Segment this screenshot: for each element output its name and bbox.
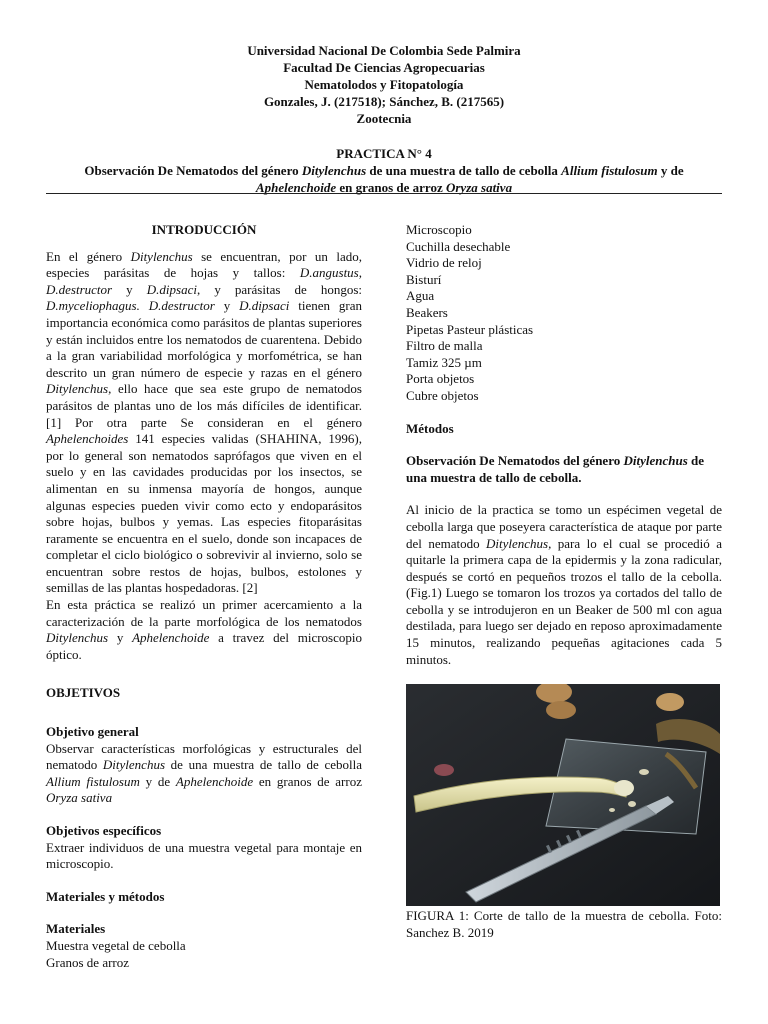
text-run: ,	[358, 265, 362, 281]
right-column	[406, 222, 722, 941]
text-run: y	[112, 281, 147, 297]
materiales-heading: Materiales	[46, 921, 106, 937]
text-run: de una muestra de tallo de cebolla	[165, 757, 362, 773]
text-run: y	[214, 298, 240, 314]
list-item: Filtro de malla	[406, 338, 483, 354]
text-run: , y parásitas de hongos:	[196, 281, 363, 297]
paper-title: Observación De Nematodos del género Ditylenchus de una muestra de tallo de cebolla Allium fistulosum y de Aphelenchoide en granos de arroz Oryza sativa	[84, 163, 684, 195]
italic-term: D.dipsaci	[239, 298, 290, 314]
italic-term: Ditylenchus	[102, 757, 166, 773]
italic-term: Oryza sativa	[46, 790, 113, 806]
italic-term: Ditylenchus,	[486, 535, 552, 551]
italic-term: D.dipsaci	[146, 281, 197, 297]
intro-paragraph-1	[46, 249, 362, 597]
list-item: Muestra vegetal de cebolla	[46, 937, 186, 953]
list-item: Cubre objetos	[406, 387, 479, 403]
intro-paragraph-2	[46, 597, 362, 663]
metodos-paragraph	[406, 502, 722, 668]
metodos-heading: Métodos	[406, 420, 454, 436]
italic-term: Ditylenchus	[46, 630, 109, 646]
objetivos-heading: OBJETIVOS	[46, 685, 121, 701]
left-column	[46, 222, 362, 971]
program-name: Zootecnia	[356, 111, 412, 126]
figure-1-photo	[406, 684, 720, 906]
italic-term: Allium fistulosum	[46, 773, 140, 789]
university-name: Universidad Nacional De Colombia Sede Palmira	[247, 43, 521, 58]
italic-term: D.destructor	[46, 281, 113, 297]
text-run: En el género	[46, 248, 131, 264]
authors: Gonzales, J. (217518); Sánchez, B. (217565)	[263, 94, 505, 109]
practice-number: PRACTICA N° 4	[336, 146, 432, 161]
text-run: , ello hace que sea este grupo de nematodos parásitos de plantas uno de los más difíciles de identificar.[1] Por otra parte Se consideran en el género	[46, 381, 362, 430]
list-item: Porta objetos	[406, 371, 475, 387]
text-run: En esta práctica se realizó un primer acercamiento a la caracterización de la parte morfológica de los nematodos	[46, 597, 362, 629]
figure-1-caption: FIGURA 1: Corte de tallo de la muestra de cebolla. Foto: Sanchez B. 2019	[406, 908, 722, 940]
text-run: Al inicio de la practica se tomo un espécimen vegetal de cebolla larga que poseyera característica de ataque por parte del nematodo	[406, 502, 722, 551]
faculty-name: Facultad De Ciencias Agropecuarias	[283, 60, 485, 75]
materials-list-left	[46, 938, 362, 971]
title-divider	[46, 193, 722, 194]
course-name: Nematolodos y Fitopatología	[304, 77, 464, 92]
italic-term: Aphelenchoide	[175, 773, 254, 789]
text-run: 141 especies validas (SHAHINA, 1996), por lo general son nematodos saprófagos que viven en el suelo y en las cavidades producidas por los insectos, se alimentan en su inmensa mayoría de hongos, aunque algunas especies pueden vivir como ecto y endoparásitos sobre hojas, bulbos y yemas. Las especies fitoparásitas raramente se encuentra en el suelo, donde son incapaces de completar el ciclo biológico o sobrevivir al invierno, solo se encuentran sobre restos de hojas, bulbos, estolones y semillas de las plantas hospedadoras. [2]	[46, 431, 362, 596]
text-run: a travez del microscopio óptico.	[46, 630, 362, 662]
italic-term: Aphelenchoides	[46, 431, 129, 447]
materiales-metodos-heading: Materiales y métodos	[46, 888, 165, 904]
list-item: Beakers	[406, 304, 448, 320]
list-item: Tamiz 325 µm	[406, 354, 482, 370]
paper-header	[0, 42, 768, 196]
text-run: para lo el cual se procedió a quitarle la primera capa de la epidermis y la zona radicular, después se cortó en pequeños trozos el tallo de la cebolla. (Fig.1) Luego se tomaron los trozos ya cortados del tallo de cebolla y se introdujeron en un Beaker de 500 ml con agua destilada, para luego ser dejado en reposo aproximadamente 15 minutos, realizando pequeñas agitaciones cada 5 minutos.	[406, 535, 722, 667]
italic-term: D.myceliophagus. D.destructor	[46, 298, 215, 314]
list-item: Pipetas Pasteur plásticas	[406, 321, 534, 337]
italic-term: Aphelenchoide	[132, 630, 210, 646]
text-run: y de	[139, 773, 176, 789]
list-item: Bisturí	[406, 271, 442, 287]
list-item: Granos de arroz	[46, 954, 130, 970]
text-run: Observar características morfológicas y estructurales del nematodo	[46, 740, 362, 773]
list-item: Vidrio de reloj	[406, 255, 482, 271]
text-run: en granos de arroz	[253, 773, 362, 789]
metodos-subheading: Observación De Nematodos del género Ditylenchus de una muestra de tallo de cebolla.	[406, 453, 705, 485]
objetivos-especificos-heading: Objetivos específicos	[46, 823, 162, 838]
list-item: Agua	[406, 288, 435, 304]
italic-term: Ditylenchus	[130, 248, 193, 264]
list-item: Microscopio	[406, 222, 472, 237]
text-run: tienen gran importancia económica como parásitos de plantas superiores y están incluidos entre los nematodos de cuarentena. Debido a la gran variabilidad morfológica y morfométrica, se han descrito un gran número de especie y razas en el género	[46, 298, 362, 380]
materials-list-right	[406, 222, 722, 405]
objetivo-general-heading: Objetivo general	[46, 724, 139, 740]
objetivos-especificos-text: Extraer individuos de una muestra vegetal para montaje en microscopio.	[46, 839, 362, 872]
text-run: se encuentran, por un lado, especies parásitas de hojas y tallos:	[46, 248, 362, 281]
objetivo-general-text	[46, 741, 362, 807]
intro-heading: INTRODUCCIÓN	[151, 222, 257, 237]
text-run: y	[108, 630, 133, 646]
italic-term: Ditylenchus	[46, 381, 109, 397]
list-item: Cuchilla desechable	[406, 238, 511, 254]
italic-term: D.angustus	[299, 265, 359, 281]
